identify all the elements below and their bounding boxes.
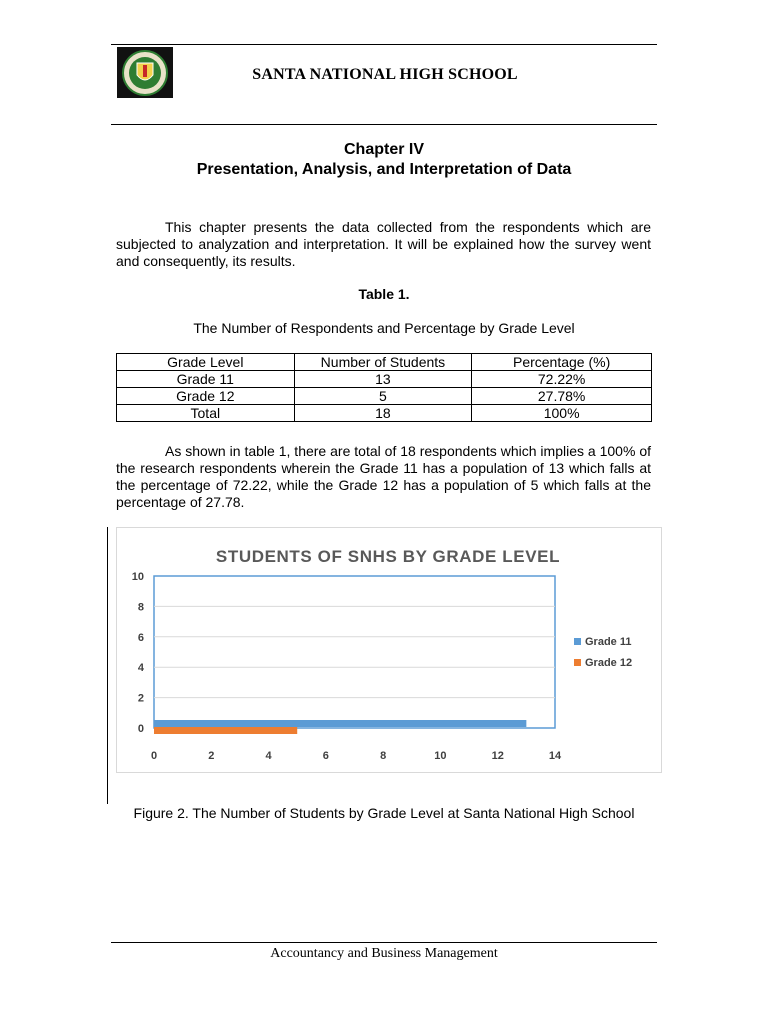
header-bottom-rule: [111, 124, 657, 125]
school-name: SANTA NATIONAL HIGH SCHOOL: [252, 66, 518, 83]
y-tick-label: 2: [137, 692, 144, 705]
table-header-row: [117, 354, 652, 371]
table-cell: 100%: [472, 405, 652, 422]
footer-department: Accountancy and Business Management: [270, 946, 498, 961]
bar-grade-12: [154, 727, 297, 734]
x-tick-label: 2: [208, 750, 215, 762]
table-row: [117, 405, 652, 422]
table-header-cell: Percentage (%): [472, 354, 652, 371]
margin-line: [107, 527, 108, 804]
table-cell: Grade 11: [117, 371, 295, 388]
table-label: Table 1.: [358, 286, 410, 302]
legend-swatch: [574, 638, 581, 645]
y-tick-label: 4: [137, 662, 144, 675]
x-tick-label: 14: [548, 750, 562, 762]
table-cell: Total: [117, 405, 295, 422]
bar-grade-11: [154, 720, 526, 727]
analysis-paragraph: As shown in table 1, there are total of 18 respondents which implies a 100% of the research respondents wherein the Grade 11 has a population of 13 which falls at the percentage of 72.22, while the Grade 12 has a population of 5 which falls at the percentage of 27.78.: [116, 443, 651, 510]
footer-rule: [111, 942, 657, 943]
table-header-cell: Number of Students: [294, 354, 472, 371]
x-tick-label: 8: [380, 750, 387, 762]
table-cell: 5: [294, 388, 472, 405]
table-cell: 72.22%: [472, 371, 652, 388]
y-tick-label: 0: [137, 723, 144, 735]
chapter-title: Presentation, Analysis, and Interpretation of Data: [196, 161, 572, 178]
seal-icon: [119, 49, 171, 97]
school-seal-logo: [117, 47, 173, 98]
chart-title: STUDENTS OF SNHS BY GRADE LEVEL: [215, 547, 561, 566]
plot-area-border: [154, 576, 555, 728]
legend-swatch: [574, 659, 581, 666]
header-top-rule: [111, 44, 657, 45]
table-cell: 27.78%: [472, 388, 652, 405]
table-cell: Grade 12: [117, 388, 295, 405]
table-row: [117, 371, 652, 388]
table-cell: 18: [294, 405, 472, 422]
x-tick-label: 4: [265, 750, 272, 762]
x-tick-label: 12: [491, 750, 504, 762]
x-tick-label: 10: [434, 750, 447, 762]
bar-chart: [117, 528, 661, 772]
figure-caption: Figure 2. The Number of Students by Grade Level at Santa National High School: [133, 805, 635, 821]
intro-paragraph: This chapter presents the data collected from the respondents which are subjected to analyzation and interpretation. It will be explained how the survey went and consequently, its results.: [116, 219, 651, 269]
chapter-number: Chapter IV: [343, 141, 424, 158]
table-header-cell: Grade Level: [117, 354, 295, 371]
chart-frame: [116, 527, 662, 773]
table-cell: 13: [294, 371, 472, 388]
x-tick-label: 6: [322, 750, 329, 762]
x-tick-label: 0: [150, 750, 158, 762]
legend-label: Grade 12: [585, 657, 633, 669]
y-tick-label: 6: [137, 631, 144, 644]
table-row: [117, 388, 652, 405]
y-tick-label: 8: [137, 601, 144, 614]
respondents-table: [116, 353, 652, 422]
table-caption: The Number of Respondents and Percentage by Grade Level: [193, 320, 575, 336]
legend-label: Grade 11: [585, 636, 632, 648]
y-tick-label: 10: [131, 571, 144, 583]
